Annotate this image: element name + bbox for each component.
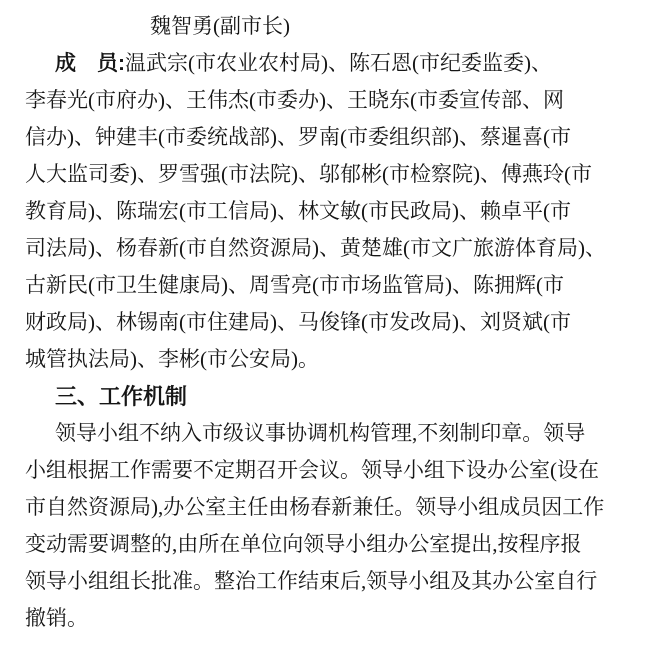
paragraph-line: 变动需要调整的,由所在单位向领导小组办公室提出,按程序报: [25, 532, 582, 556]
member-line: 司法局)、杨春新(市自然资源局)、黄楚雄(市文广旅游体育局)、: [25, 236, 606, 260]
members-label: 成 员:: [55, 52, 125, 75]
member-line: 信办)、钟建丰(市委统战部)、罗南(市委组织部)、蔡暹喜(市: [25, 125, 571, 149]
member-line: 城管执法局)、李彬(市公安局)。: [25, 347, 319, 371]
paragraph-line: 市自然资源局),办公室主任由杨春新兼任。领导小组成员因工作: [25, 495, 605, 519]
member-line: 李春光(市府办)、王伟杰(市委办)、王晓东(市委宣传部、网: [25, 88, 564, 112]
member-line: 教育局)、陈瑞宏(市工信局)、林文敏(市民政局)、赖卓平(市: [25, 199, 571, 223]
paragraph-line: 领导小组不纳入市级议事协调机构管理,不刻制印章。领导: [55, 421, 586, 445]
members-first-line: [25, 45, 636, 82]
member-line: 财政局)、林锡南(市住建局)、马俊锋(市发改局)、刘贤斌(市: [25, 310, 571, 334]
member-line: 人大监司委)、罗雪强(市法院)、邬郁彬(市检察院)、傅燕玲(市: [25, 162, 592, 186]
paragraph-line: 撤销。: [25, 606, 88, 630]
members-paragraph: [25, 45, 636, 378]
paragraph-line: 领导小组组长批准。整治工作结束后,领导小组及其办公室自行: [25, 569, 598, 593]
deputy-mayor-line: 魏智勇(副市长): [150, 14, 290, 38]
work-mechanism-paragraph: [25, 415, 636, 637]
member-line: 古新民(市卫生健康局)、周雪亮(市市场监管局)、陈拥辉(市: [25, 273, 564, 297]
members-first-line-text: 温武宗(市农业农村局)、陈石恩(市纪委监委)、: [125, 51, 552, 75]
section-heading: 三、工作机制: [55, 384, 188, 409]
members-wrapped-lines: [25, 82, 636, 378]
paragraph-line: 小组根据工作需要不定期召开会议。领导小组下设办公室(设在: [25, 458, 599, 482]
